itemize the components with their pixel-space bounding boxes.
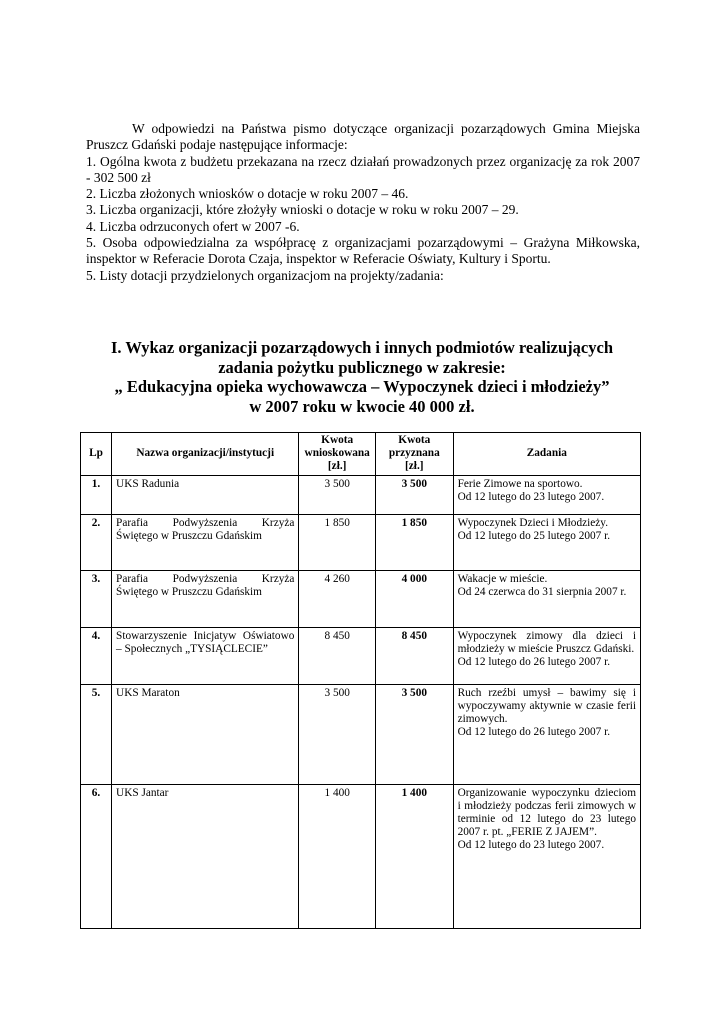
heading-line: w 2007 roku w kwocie 40 000 zł. [249, 396, 475, 416]
task-line: Od 12 lutego do 23 lutego 2007. [457, 839, 605, 852]
row-granted: 3 500 [375, 475, 453, 514]
row-granted: 1 850 [375, 514, 453, 570]
intro-text [86, 121, 640, 284]
intro-paragraph: 5. Osoba odpowiedzialna za współpracę z organizacjami pozarządowymi – Grażyna Miłkowska, inspektor w Referacie Dorota Czaja, inspektor w Referacie Oświaty, Kultury i Sportu. [86, 235, 640, 267]
header-name: Nazwa organizacji/instytucji [112, 433, 299, 476]
header-requested [299, 433, 376, 476]
intro-paragraph: 5. Listy dotacji przydzielonych organizacjom na projekty/zadania: [86, 267, 444, 283]
row-requested: 1 400 [299, 784, 376, 928]
intro-paragraph: 2. Liczba złożonych wniosków o dotacje w roku 2007 – 46. [86, 186, 409, 202]
row-tasks [453, 514, 640, 570]
row-granted: 4 000 [375, 570, 453, 627]
header-tasks: Zadania [453, 433, 640, 476]
task-line: Ruch rzeźbi umysł – bawimy się i wypoczywamy aktywnie w czasie ferii zimowych. [457, 686, 636, 726]
intro-paragraph: 1. Ogólna kwota z budżetu przekazana na rzecz działań prowadzonych przez organizację za rok 2007 - 302 500 zł [86, 153, 640, 185]
grants-table [80, 432, 641, 929]
task-line: Ferie Zimowe na sportowo. [457, 477, 583, 490]
heading-line: I. Wykaz organizacji pozarządowych i innych podmiotów realizujących [110, 338, 613, 357]
header-requested-line: wnioskowana [304, 447, 370, 460]
task-line: Wypoczynek zimowy dla dzieci i młodzieży w mieście Pruszcz Gdański. [457, 629, 636, 655]
row-lp: 1. [81, 475, 112, 514]
row-name: Stowarzyszenie Inicjatyw Oświatowo – Społecznych „TYSIĄCLECIE” [112, 627, 299, 684]
table-row [81, 784, 641, 928]
row-tasks [453, 784, 640, 928]
intro-paragraph: 4. Liczba odrzuconych ofert w 2007 -6. [86, 218, 300, 234]
row-requested: 3 500 [299, 475, 376, 514]
row-lp: 6. [81, 784, 112, 928]
task-line: Wakacje w mieście. [457, 572, 548, 585]
row-granted: 1 400 [375, 784, 453, 928]
row-tasks [453, 475, 640, 514]
header-granted-line: przyznana [388, 447, 440, 460]
header-granted-line: Kwota [398, 434, 431, 446]
task-line: Od 12 lutego do 25 lutego 2007 r. [457, 529, 611, 542]
task-line: Organizowanie wypoczynku dzieciom i młodzieży podczas ferii zimowych w terminie od 12 lutego do 23 lutego 2007 r. pt. „FERIE Z JAJEM”. [457, 786, 636, 839]
section-heading [60, 338, 664, 416]
row-granted: 8 450 [375, 627, 453, 684]
intro-paragraph: W odpowiedzi na Państwa pismo dotyczące organizacji pozarządowych Gmina Miejska Pruszcz Gdański podaje następujące informacje: [86, 121, 640, 153]
row-granted: 3 500 [375, 684, 453, 784]
header-granted-line: [zł.] [405, 460, 424, 473]
row-name: UKS Radunia [112, 475, 299, 514]
table-row [81, 570, 641, 627]
task-line: Od 12 lutego do 26 lutego 2007 r. [457, 726, 611, 739]
row-requested: 3 500 [299, 684, 376, 784]
heading-line: „ Edukacyjna opieka wychowawcza – Wypoczynek dzieci i młodzieży” [114, 377, 610, 396]
header-requested-line: [zł.] [327, 460, 347, 473]
row-tasks [453, 627, 640, 684]
table-row [81, 514, 641, 570]
table-row [81, 475, 641, 514]
task-line: Wypoczynek Dzieci i Młodzieży. [457, 516, 609, 529]
table-row [81, 684, 641, 784]
intro-paragraph: 3. Liczba organizacji, które złożyły wnioski o dotacje w roku w roku 2007 – 29. [86, 202, 519, 218]
task-line: Od 12 lutego do 26 lutego 2007 r. [457, 656, 611, 669]
row-tasks [453, 684, 640, 784]
table-header-row [81, 433, 641, 476]
header-lp: Lp [81, 433, 112, 476]
table-row [81, 627, 641, 684]
row-requested: 4 260 [299, 570, 376, 627]
row-lp: 5. [81, 684, 112, 784]
row-requested: 1 850 [299, 514, 376, 570]
row-tasks [453, 570, 640, 627]
header-requested-line: Kwota [321, 434, 354, 446]
row-name: Parafia Podwyższenia Krzyża Świętego w Pruszczu Gdańskim [112, 570, 299, 627]
row-lp: 2. [81, 514, 112, 570]
task-line: Od 24 czerwca do 31 sierpnia 2007 r. [457, 585, 627, 598]
row-name: UKS Jantar [112, 784, 299, 928]
row-lp: 4. [81, 627, 112, 684]
row-name: UKS Maraton [112, 684, 299, 784]
row-requested: 8 450 [299, 627, 376, 684]
row-lp: 3. [81, 570, 112, 627]
heading-line: zadania pożytku publicznego w zakresie: [218, 357, 506, 377]
task-line: Od 12 lutego do 23 lutego 2007. [457, 490, 605, 503]
row-name: Parafia Podwyższenia Krzyża Świętego w Pruszczu Gdańskim [112, 514, 299, 570]
header-granted [375, 433, 453, 476]
